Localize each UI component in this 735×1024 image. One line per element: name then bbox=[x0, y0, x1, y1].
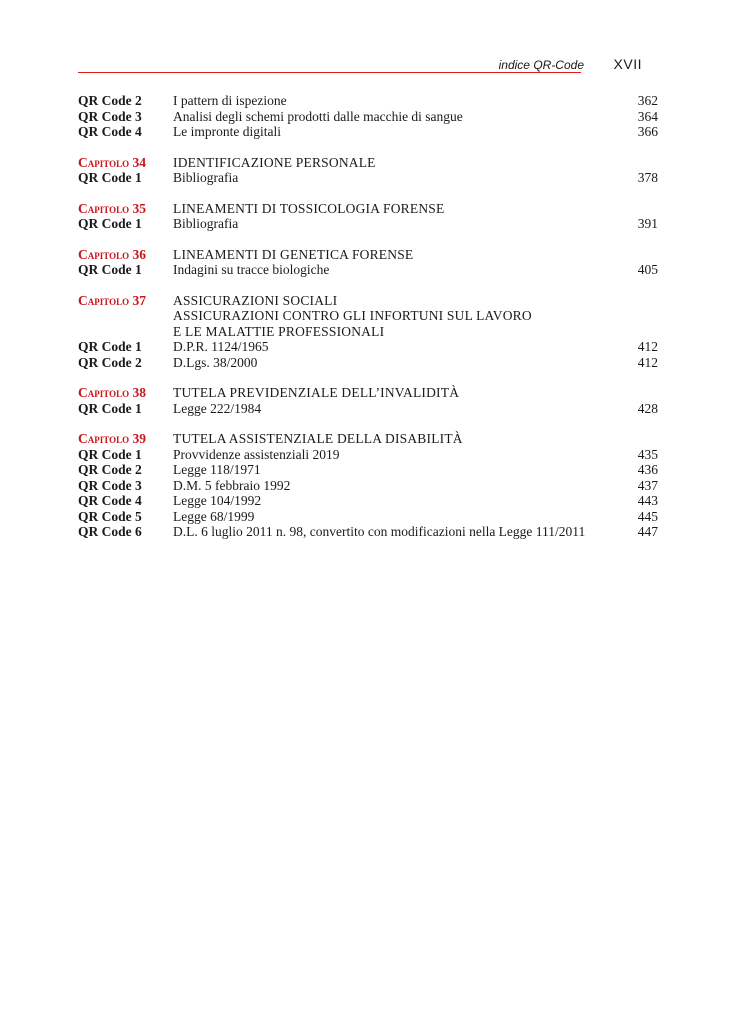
chapter-title-line: TUTELA ASSISTENZIALE DELLA DISABILITÀ bbox=[173, 431, 463, 446]
entry-title: I pattern di ispezione bbox=[173, 93, 287, 108]
qr-code-label: QR Code 6 bbox=[78, 524, 142, 539]
chapter-title bbox=[173, 293, 598, 340]
qr-code-entry[interactable] bbox=[78, 509, 658, 525]
qr-code-label: QR Code 4 bbox=[78, 493, 142, 508]
qr-code-entry[interactable] bbox=[78, 524, 658, 540]
header-rule bbox=[78, 72, 581, 73]
qr-code-entry[interactable] bbox=[78, 170, 658, 186]
running-head bbox=[78, 54, 642, 74]
entry-page-number: 447 bbox=[637, 524, 658, 539]
chapter-row[interactable] bbox=[78, 385, 658, 401]
chapter-title bbox=[173, 201, 598, 217]
entry-title: D.M. 5 febbraio 1992 bbox=[173, 477, 291, 493]
entry-title: Legge 118/1971 bbox=[173, 462, 261, 477]
entry-title: D.P.R. 1124/1965 bbox=[173, 339, 269, 354]
entry-title: Indagini su tracce biologiche bbox=[173, 262, 330, 277]
chapter-label: Capitolo 36 bbox=[78, 246, 146, 262]
entry-page-number: 412 bbox=[637, 339, 658, 354]
chapter-row[interactable] bbox=[78, 293, 658, 340]
entry-title: Bibliografia bbox=[173, 216, 239, 231]
qr-code-label: QR Code 1 bbox=[78, 400, 142, 416]
chapter-title-line: E LE MALATTIE PROFESSIONALI bbox=[173, 323, 385, 339]
entry-title: Provvidenze assistenziali 2019 bbox=[173, 446, 340, 462]
qr-code-label: QR Code 1 bbox=[78, 446, 142, 462]
qr-code-entry[interactable] bbox=[78, 462, 658, 478]
qr-code-entry[interactable] bbox=[78, 447, 658, 463]
entry-page-number: 412 bbox=[637, 354, 658, 370]
qr-code-entry[interactable] bbox=[78, 355, 658, 371]
entry-page-number: 428 bbox=[637, 400, 658, 416]
entry-title: Bibliografia bbox=[173, 170, 239, 185]
qr-code-label: QR Code 2 bbox=[78, 462, 142, 477]
qr-code-entry[interactable] bbox=[78, 262, 658, 278]
entry-title: D.L. 6 luglio 2011 n. 98, convertito con modificazioni nella Legge 111/2011 bbox=[173, 524, 586, 539]
index-section bbox=[78, 293, 658, 371]
index-section bbox=[78, 201, 658, 232]
chapter-label: Capitolo 35 bbox=[78, 200, 146, 216]
qr-code-entry[interactable] bbox=[78, 478, 658, 494]
qr-code-label: QR Code 3 bbox=[78, 477, 142, 493]
entry-title: Legge 68/1999 bbox=[173, 508, 255, 524]
qr-code-label: QR Code 1 bbox=[78, 339, 142, 354]
chapter-title bbox=[173, 385, 598, 401]
entry-page-number: 436 bbox=[637, 462, 658, 477]
entry-page-number: 445 bbox=[637, 508, 658, 524]
chapter-label: Capitolo 34 bbox=[78, 154, 146, 170]
index-section bbox=[78, 93, 658, 140]
entry-title: Le impronte digitali bbox=[173, 124, 281, 139]
qr-code-entry[interactable] bbox=[78, 339, 658, 355]
qr-code-label: QR Code 1 bbox=[78, 262, 142, 277]
running-title: indice QR-Code bbox=[498, 58, 584, 72]
entry-title: D.Lgs. 38/2000 bbox=[173, 354, 258, 370]
chapter-label: Capitolo 37 bbox=[78, 292, 146, 308]
chapter-title-line: TUTELA PREVIDENZIALE DELL’INVALIDITÀ bbox=[173, 385, 460, 400]
index-section bbox=[78, 247, 658, 278]
chapter-row[interactable] bbox=[78, 155, 658, 171]
index-section bbox=[78, 155, 658, 186]
entry-page-number: 362 bbox=[637, 93, 658, 108]
chapter-row[interactable] bbox=[78, 431, 658, 447]
chapter-title-line: IDENTIFICAZIONE PERSONALE bbox=[173, 154, 376, 170]
qr-code-entry[interactable] bbox=[78, 109, 658, 125]
index-section bbox=[78, 431, 658, 540]
chapter-row[interactable] bbox=[78, 201, 658, 217]
qr-code-label: QR Code 1 bbox=[78, 216, 142, 231]
entry-title: Analisi degli schemi prodotti dalle macchie di sangue bbox=[173, 108, 463, 124]
chapter-title-line: ASSICURAZIONI SOCIALI bbox=[173, 292, 338, 308]
qr-code-index bbox=[78, 93, 658, 555]
qr-code-entry[interactable] bbox=[78, 401, 658, 417]
index-section bbox=[78, 385, 658, 416]
chapter-row[interactable] bbox=[78, 247, 658, 263]
chapter-title-line: LINEAMENTI DI GENETICA FORENSE bbox=[173, 246, 414, 262]
qr-code-label: QR Code 5 bbox=[78, 508, 142, 524]
entry-page-number: 366 bbox=[637, 124, 658, 139]
qr-code-label: QR Code 1 bbox=[78, 170, 142, 185]
entry-title: Legge 104/1992 bbox=[173, 493, 262, 508]
entry-page-number: 364 bbox=[637, 108, 658, 124]
qr-code-label: QR Code 2 bbox=[78, 354, 142, 370]
entry-page-number: 391 bbox=[637, 216, 658, 231]
qr-code-label: QR Code 2 bbox=[78, 93, 142, 108]
qr-code-entry[interactable] bbox=[78, 124, 658, 140]
qr-code-entry[interactable] bbox=[78, 93, 658, 109]
qr-code-entry[interactable] bbox=[78, 493, 658, 509]
chapter-label: Capitolo 38 bbox=[78, 385, 146, 400]
entry-page-number: 437 bbox=[637, 477, 658, 493]
entry-page-number: 435 bbox=[637, 446, 658, 462]
chapter-title bbox=[173, 247, 598, 263]
qr-code-label: QR Code 4 bbox=[78, 124, 142, 139]
entry-page-number: 378 bbox=[637, 170, 658, 185]
entry-page-number: 443 bbox=[637, 493, 658, 508]
entry-title: Legge 222/1984 bbox=[173, 400, 262, 416]
chapter-title bbox=[173, 431, 598, 447]
chapter-label: Capitolo 39 bbox=[78, 431, 146, 446]
chapter-title bbox=[173, 155, 598, 171]
page-number: XVII bbox=[613, 56, 642, 72]
entry-page-number: 405 bbox=[637, 262, 658, 277]
chapter-title-line: LINEAMENTI DI TOSSICOLOGIA FORENSE bbox=[173, 200, 445, 216]
qr-code-entry[interactable] bbox=[78, 216, 658, 232]
qr-code-label: QR Code 3 bbox=[78, 108, 142, 124]
chapter-title-line: ASSICURAZIONI CONTRO GLI INFORTUNI SUL LAVORO bbox=[173, 308, 532, 323]
